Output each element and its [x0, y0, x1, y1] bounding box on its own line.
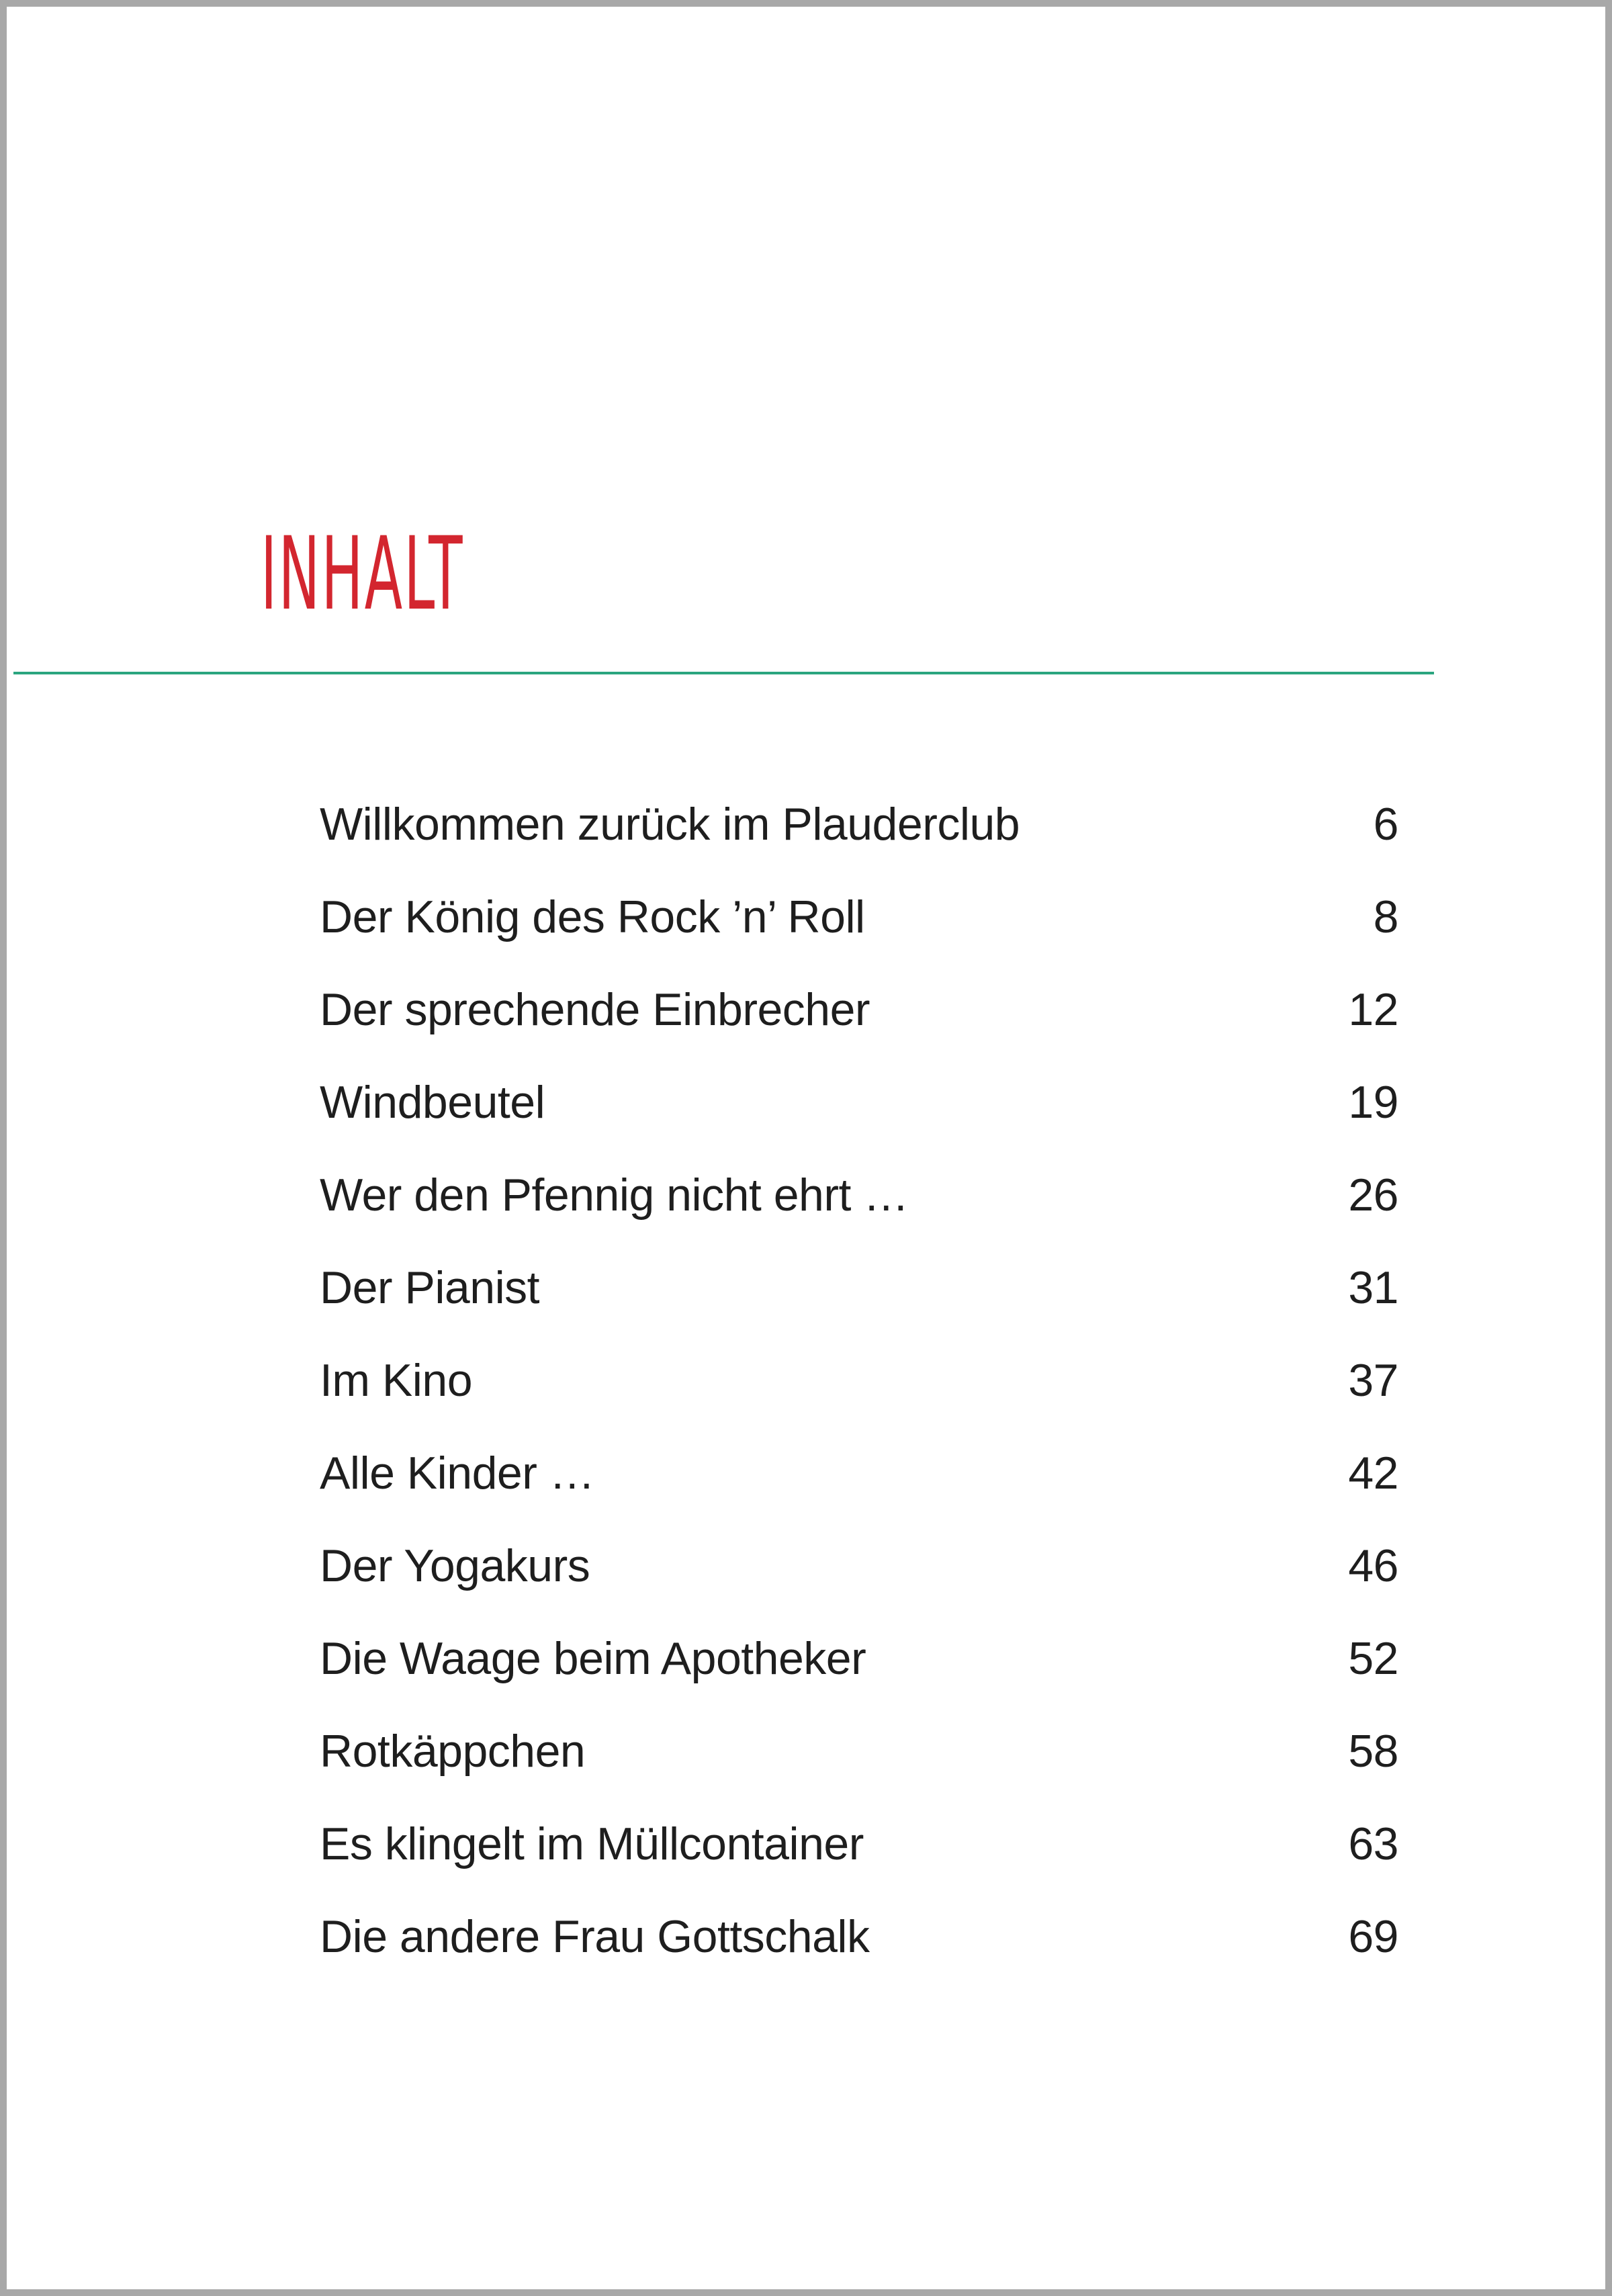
toc-entry-page: 52	[1348, 1633, 1398, 1684]
toc-entry-page: 8	[1373, 891, 1398, 942]
toc-entry-title: Der sprechende Einbrecher	[320, 984, 870, 1035]
toc-entry[interactable]	[320, 1890, 1398, 1983]
toc-entry[interactable]	[320, 1612, 1398, 1705]
toc-entry-page: 46	[1348, 1540, 1398, 1591]
contents-heading: INHALT	[261, 516, 464, 633]
toc-entry-title: Es klingelt im Müllcontainer	[320, 1818, 864, 1869]
toc-entry-title: Der Yogakurs	[320, 1540, 590, 1591]
heading-divider	[13, 672, 1434, 674]
toc-entry[interactable]	[320, 1798, 1398, 1890]
toc-entry[interactable]	[320, 1427, 1398, 1519]
toc-entry-page: 12	[1348, 984, 1398, 1035]
toc-entry-page: 37	[1348, 1355, 1398, 1406]
toc-entry-title: Windbeutel	[320, 1077, 545, 1128]
toc-entry-page: 19	[1348, 1077, 1398, 1128]
toc-entry[interactable]	[320, 1056, 1398, 1149]
toc-entry-page: 42	[1348, 1448, 1398, 1499]
toc-entry-page: 69	[1348, 1911, 1398, 1962]
toc-entry[interactable]	[320, 1334, 1398, 1427]
toc-entry-page: 31	[1348, 1262, 1398, 1313]
toc-entry-title: Rotkäppchen	[320, 1726, 586, 1777]
toc-entry-title: Wer den Pfennig nicht ehrt …	[320, 1169, 909, 1221]
toc-entry-title: Alle Kinder …	[320, 1448, 595, 1499]
toc-entry-title: Die andere Frau Gottschalk	[320, 1911, 870, 1962]
toc-entry-page: 58	[1348, 1726, 1398, 1777]
toc-entry[interactable]	[320, 778, 1398, 871]
toc-entry[interactable]	[320, 1149, 1398, 1241]
toc-entry-title: Willkommen zurück im Plauderclub	[320, 799, 1020, 850]
toc-entry[interactable]	[320, 963, 1398, 1056]
toc-entry-page: 26	[1348, 1169, 1398, 1221]
toc-entry[interactable]	[320, 1519, 1398, 1612]
toc-entry-title: Im Kino	[320, 1355, 473, 1406]
toc-entry-page: 6	[1373, 799, 1398, 850]
toc-entry-title: Die Waage beim Apotheker	[320, 1633, 866, 1684]
table-of-contents	[320, 778, 1398, 1983]
toc-entry[interactable]	[320, 1705, 1398, 1798]
toc-entry-page: 63	[1348, 1818, 1398, 1869]
toc-entry[interactable]	[320, 871, 1398, 963]
toc-entry-title: Der Pianist	[320, 1262, 540, 1313]
toc-entry-title: Der König des Rock ’n’ Roll	[320, 891, 865, 942]
toc-entry[interactable]	[320, 1241, 1398, 1334]
